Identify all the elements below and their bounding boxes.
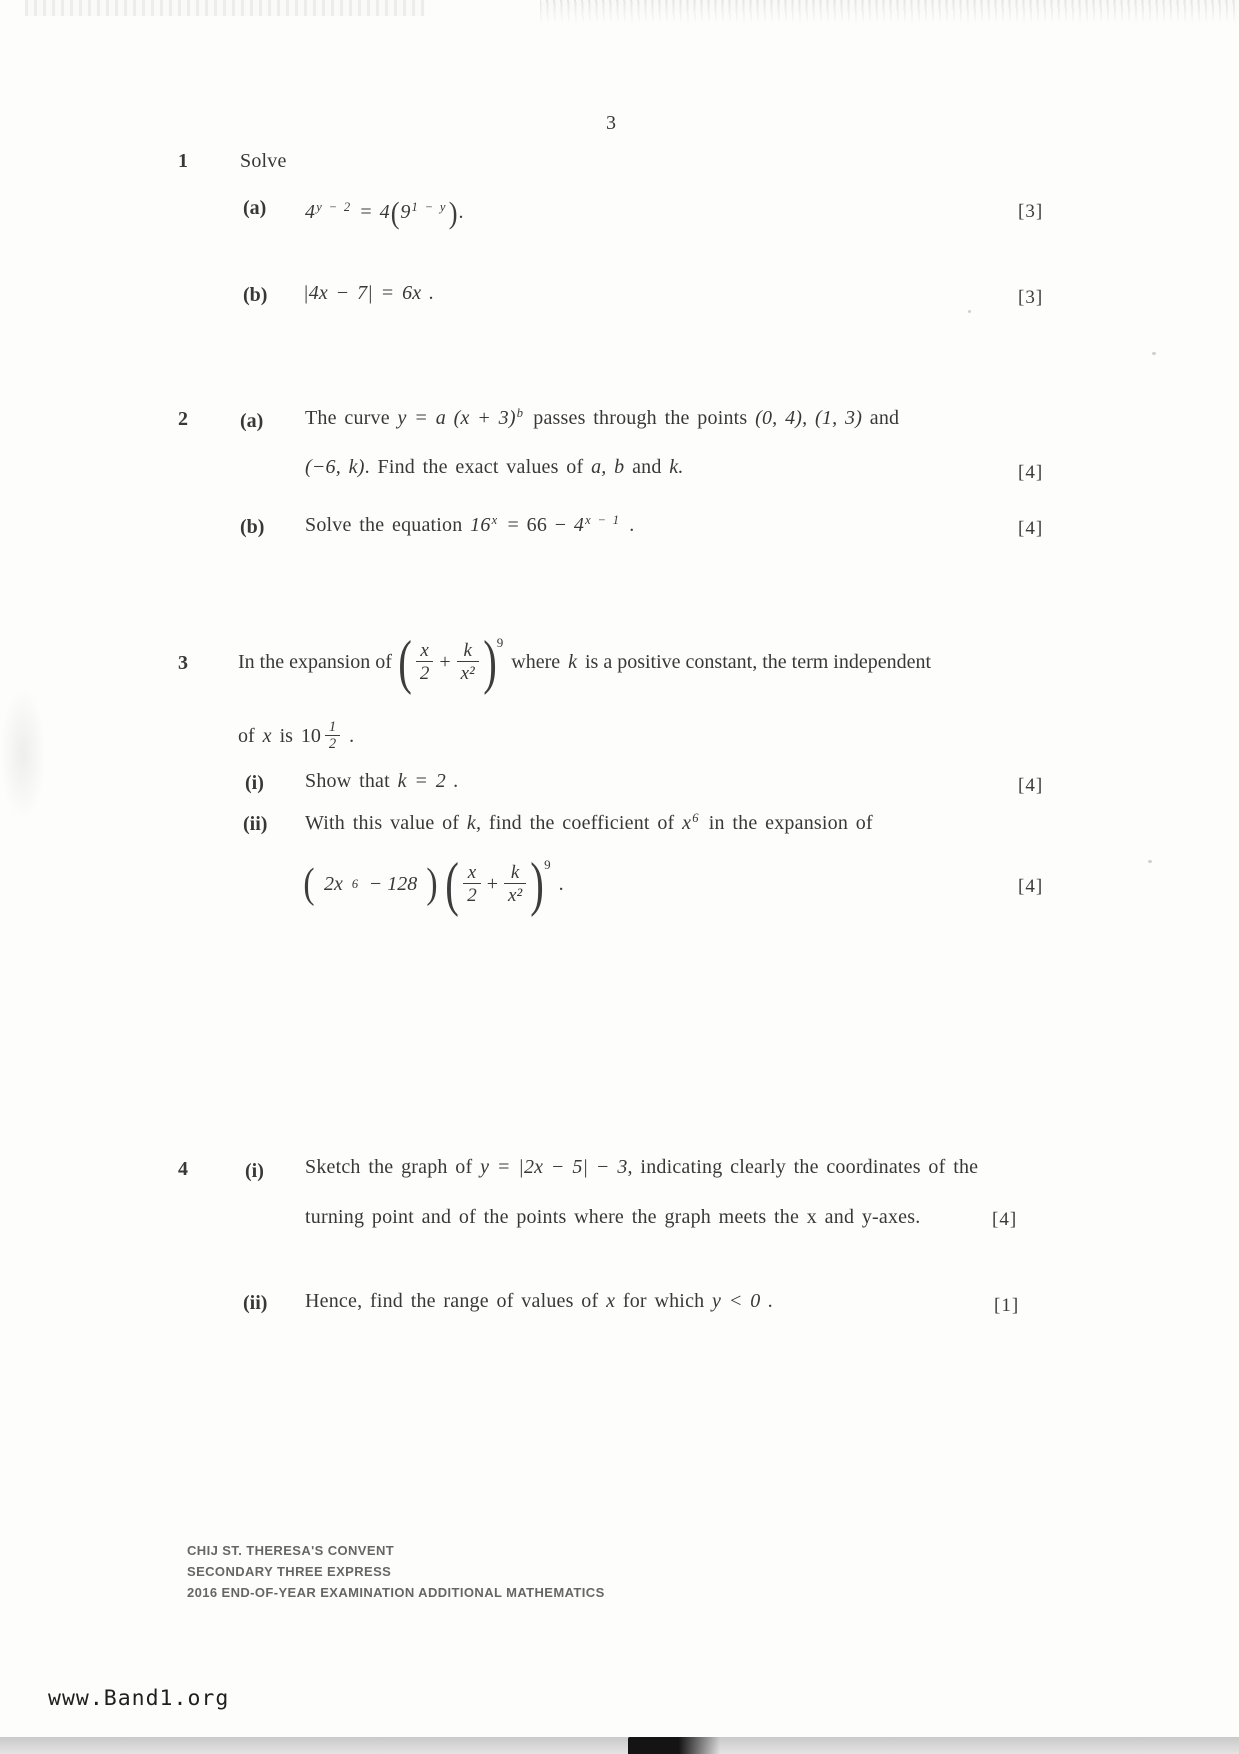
q3-plus: + xyxy=(439,650,451,673)
q3ii-exponent: 6 xyxy=(692,811,700,825)
q3-number: 3 xyxy=(178,652,188,674)
scan-artifact xyxy=(628,1737,720,1754)
q2b-text: Solve the equation xyxy=(305,514,463,536)
q3-expression xyxy=(398,629,504,695)
q3ii-lparen2: ( xyxy=(445,851,460,917)
q3-line2-var-x: x xyxy=(262,724,272,747)
q3-mixed-fraction xyxy=(325,720,340,752)
q1a-exponent2: 1 − y xyxy=(411,200,446,214)
q3-mixed-whole: 10 xyxy=(300,724,321,747)
q2a-text2: passes through the points xyxy=(533,407,748,429)
q3ii-text1: With this value of xyxy=(305,812,460,834)
q3ii-power: 9 xyxy=(544,857,551,872)
q2a-curve: y = a (x + 3) xyxy=(397,407,516,429)
q3ii-plus: + xyxy=(486,872,499,895)
q1a-period: . xyxy=(458,201,464,223)
q3i-label: (i) xyxy=(245,772,264,794)
footer-exam: 2016 END-OF-YEAR EXAMINATION ADDITIONAL MATHEMATICS xyxy=(187,1585,605,1600)
q4ii-var-x: x xyxy=(606,1290,616,1312)
q1a-marks: [3] xyxy=(1018,201,1044,222)
q3ii-fraction2 xyxy=(504,862,526,907)
q3i-line xyxy=(305,770,459,793)
q3-frac1-den: 2 xyxy=(416,661,434,684)
q2a-text1: The curve xyxy=(305,407,390,429)
q1a-exponent1: y − 2 xyxy=(316,200,351,214)
q1a-base2: 9 xyxy=(400,201,411,223)
q4ii-marks: [1] xyxy=(994,1295,1020,1316)
q1a-equation xyxy=(305,195,464,231)
q3i-marks: [4] xyxy=(1018,775,1044,796)
q3ii-bracket2 xyxy=(445,851,551,917)
q3-frac1-num: x xyxy=(420,639,429,661)
scan-edge-bar xyxy=(0,1737,1239,1754)
q2a-marks: [4] xyxy=(1018,462,1044,483)
q3i-text: Show that xyxy=(305,770,390,792)
q1b-label: (b) xyxy=(243,284,268,306)
q3-frac2-num: k xyxy=(463,639,472,661)
q3ii-frac2-num: k xyxy=(510,861,520,883)
q3ii-text3: in the expansion of xyxy=(708,812,873,834)
q1a-label: (a) xyxy=(243,197,267,219)
q3-rparen: ) xyxy=(482,629,497,695)
q3-mixed-den: 2 xyxy=(325,735,340,752)
q3-fraction2 xyxy=(457,640,479,685)
q2b-exponent1: x xyxy=(491,513,498,527)
q2a-points: (0, 4), (1, 3) xyxy=(755,407,863,429)
q3ii-frac2-den: x² xyxy=(504,883,526,906)
q4i-line1 xyxy=(305,1156,978,1179)
q4i-text2: , indicating clearly the coordinates of the xyxy=(627,1156,979,1178)
q3ii-frac1-den: 2 xyxy=(463,883,481,906)
q3ii-period: . xyxy=(558,872,564,895)
q1a-rparen: ) xyxy=(448,195,458,230)
q3-line2 xyxy=(238,708,354,764)
q3-intro: In the expansion of xyxy=(238,650,392,673)
q3ii-lead-exp: 6 xyxy=(351,876,359,891)
watermark-url: www.Band1.org xyxy=(48,1686,230,1711)
q2a-exponent: b xyxy=(516,406,524,420)
q2b-equation xyxy=(305,513,635,537)
q4i-text1: Sketch the graph of xyxy=(305,1156,473,1178)
q3ii-var-k: k, xyxy=(466,812,482,834)
q1a-equals: = xyxy=(360,201,372,223)
q1-intro: Solve xyxy=(240,150,287,172)
q2b-mid: = 66 − xyxy=(507,514,567,536)
q3-line2-period: . xyxy=(349,724,355,747)
q3-fraction1 xyxy=(416,640,434,685)
q4-number: 4 xyxy=(178,1158,188,1180)
q2a-line2 xyxy=(305,456,684,479)
page-number: 3 xyxy=(606,112,617,134)
q2b-label: (b) xyxy=(240,516,265,538)
q3ii-label: (ii) xyxy=(243,813,268,835)
footer-school: CHIJ ST. THERESA'S CONVENT xyxy=(187,1543,395,1558)
q4ii-label: (ii) xyxy=(243,1292,268,1314)
q3ii-line xyxy=(305,811,873,835)
q1-number: 1 xyxy=(178,150,188,172)
q2a-text5: and xyxy=(632,456,662,478)
q4i-equation: y = |2x − 5| − 3 xyxy=(480,1156,628,1178)
q4ii-text1: Hence, find the range of values of xyxy=(305,1290,599,1312)
q2-number: 2 xyxy=(178,408,188,430)
q4ii-text2: for which xyxy=(622,1290,705,1312)
q2a-point3: (−6, k) xyxy=(305,456,365,478)
q3ii-rparen2: ) xyxy=(530,851,544,917)
q3-line1 xyxy=(238,624,931,700)
q3-frac2-den: x² xyxy=(457,661,479,684)
q1a-base1: 4 xyxy=(305,201,316,223)
q4i-line2: turning point and of the points where the graph meets the x and y-axes. xyxy=(305,1206,921,1228)
q3ii-tail: − 128 xyxy=(368,872,418,895)
q3-mixed-num: 1 xyxy=(328,718,337,735)
q3ii-expression xyxy=(302,848,564,920)
q3-lparen: ( xyxy=(398,629,412,695)
q1a-coeff: 4 xyxy=(379,201,390,223)
q4ii-line xyxy=(305,1290,773,1313)
q3ii-lead: 2x xyxy=(324,872,343,895)
q4ii-inequality: y < 0 . xyxy=(712,1290,774,1312)
q3-var-k: k xyxy=(568,650,577,673)
q2a-line1 xyxy=(305,406,899,430)
q1b-marks: [3] xyxy=(1018,287,1044,308)
q2a-label: (a) xyxy=(240,410,264,432)
q2b-marks: [4] xyxy=(1018,518,1044,539)
q3-power: 9 xyxy=(496,635,504,650)
q3ii-lparen1: ( xyxy=(303,861,315,907)
q3ii-frac1-num: x xyxy=(467,861,477,883)
q2a-var-k: k. xyxy=(669,456,684,478)
q1a-lparen: ( xyxy=(390,195,400,230)
q3ii-marks: [4] xyxy=(1018,876,1044,897)
q3-line2-text1: of xyxy=(238,724,255,747)
q3-line2-text2: is xyxy=(279,724,293,747)
q2b-period: . xyxy=(629,514,635,536)
q3ii-rparen1: ) xyxy=(426,861,438,907)
q1b-equation: |4x − 7| = 6x . xyxy=(303,282,435,304)
q3ii-base: x xyxy=(682,812,692,834)
footer-level: SECONDARY THREE EXPRESS xyxy=(187,1564,392,1579)
q2b-base2: 4 xyxy=(573,514,585,536)
q3i-math: k = 2 . xyxy=(397,770,459,792)
q3ii-text2: find the coefficient of xyxy=(488,812,675,834)
q2a-text4: . Find the exact values of xyxy=(364,456,584,478)
q2b-exponent2: x − 1 xyxy=(585,513,620,527)
q4i-label: (i) xyxy=(245,1160,264,1182)
q2a-vars: a, b xyxy=(591,456,625,478)
q2a-text3: and xyxy=(869,407,900,429)
q3-text2: is a positive constant, the term independent xyxy=(585,650,932,673)
q4i-marks: [4] xyxy=(992,1209,1018,1230)
q3ii-fraction1 xyxy=(463,862,481,907)
q3-text1: where xyxy=(511,650,561,673)
q2b-base1: 16 xyxy=(470,514,491,536)
q3-mixed-number xyxy=(301,720,341,752)
